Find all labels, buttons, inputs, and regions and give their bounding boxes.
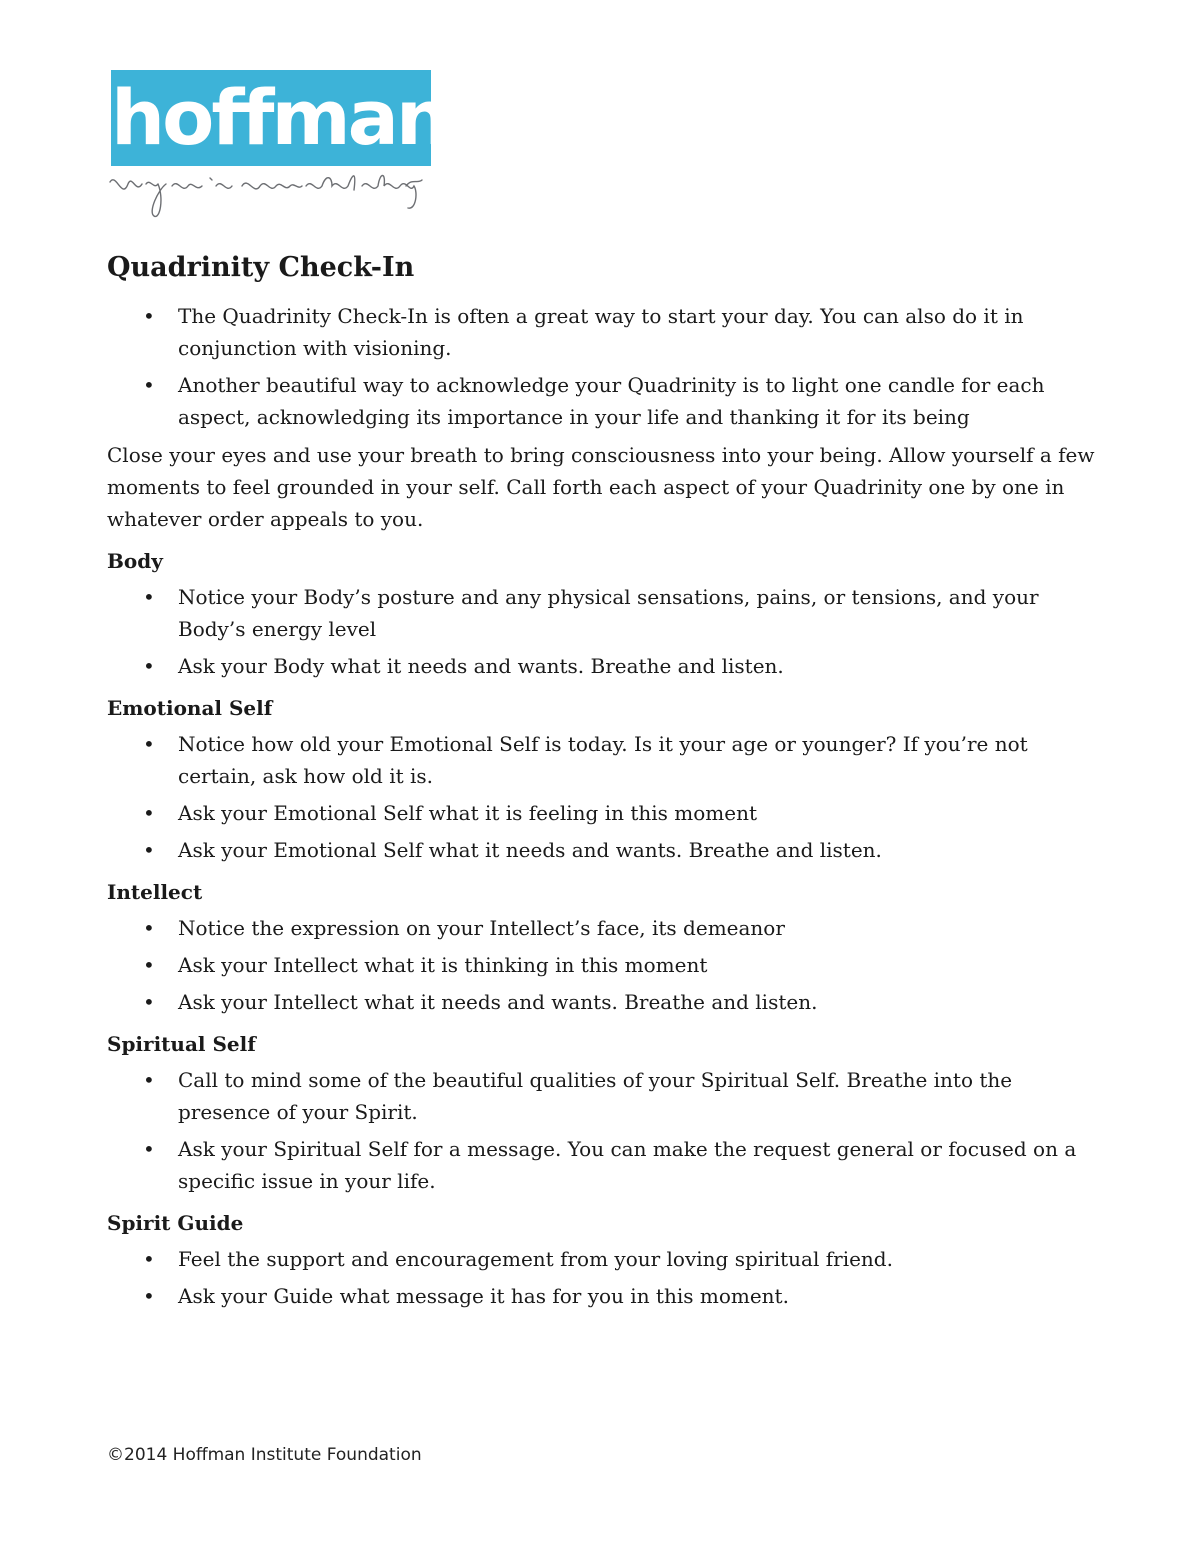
list-item: • Ask your Emotional Self what it needs and wants. Breathe and listen. xyxy=(107,834,1097,866)
list-item: • Notice how old your Emotional Self is today. Is it your age or younger? If you’re not certain, ask how old it is. xyxy=(107,728,1097,792)
body-list xyxy=(107,581,1097,682)
page-title: Quadrinity Check-In xyxy=(107,252,415,283)
list-item: • Call to mind some of the beautiful qualities of your Spiritual Self. Breathe into the presence of your Spirit. xyxy=(107,1064,1097,1128)
document-body xyxy=(107,246,1097,1318)
logo-tagline-script xyxy=(106,170,430,225)
section-heading-spirit-guide: Spirit Guide xyxy=(107,1211,244,1235)
list-item: • Ask your Spiritual Self for a message. You can make the request general or focused on a specific issue in your life. xyxy=(107,1133,1097,1197)
intro-paragraph: Close your eyes and use your breath to bring consciousness into your being. Allow yourself a few moments to feel grounded in your self. Call forth each aspect of your Quadrinity one by one in whatever order appeals to you. xyxy=(107,443,1095,531)
spiritual-self-list xyxy=(107,1064,1097,1197)
list-item: • Notice the expression on your Intellect’s face, its demeanor xyxy=(107,912,1097,944)
section-heading-spiritual-self: Spiritual Self xyxy=(107,1032,256,1056)
list-item: • Ask your Intellect what it needs and wants. Breathe and listen. xyxy=(107,986,1097,1018)
section-heading-body: Body xyxy=(107,549,163,573)
list-item: • Another beautiful way to acknowledge your Quadrinity is to light one candle for each aspect, acknowledging its importance in your life and thanking it for its being xyxy=(107,369,1097,433)
list-item: • Ask your Body what it needs and wants. Breathe and listen. xyxy=(107,650,1097,682)
section-heading-intellect: Intellect xyxy=(107,880,203,904)
logo-wordmark: hoffman xyxy=(111,73,448,162)
spirit-guide-list xyxy=(107,1243,1097,1312)
emotional-self-list xyxy=(107,728,1097,866)
hoffman-logo xyxy=(106,70,448,225)
list-item: • Ask your Emotional Self what it is feeling in this moment xyxy=(107,797,1097,829)
list-item: • Feel the support and encouragement from your loving spiritual friend. xyxy=(107,1243,1097,1275)
list-item: • Ask your Intellect what it is thinking in this moment xyxy=(107,949,1097,981)
list-item: • Ask your Guide what message it has for you in this moment. xyxy=(107,1280,1097,1312)
list-item: • The Quadrinity Check-In is often a great way to start your day. You can also do it in conjunction with visioning. xyxy=(107,300,1097,364)
intro-list xyxy=(107,300,1097,433)
copyright-footer: ©2014 Hoffman Institute Foundation xyxy=(107,1445,422,1465)
list-item: • Notice your Body’s posture and any physical sensations, pains, or tensions, and your Body’s energy level xyxy=(107,581,1097,645)
section-heading-emotional-self: Emotional Self xyxy=(107,696,273,720)
intellect-list xyxy=(107,912,1097,1018)
